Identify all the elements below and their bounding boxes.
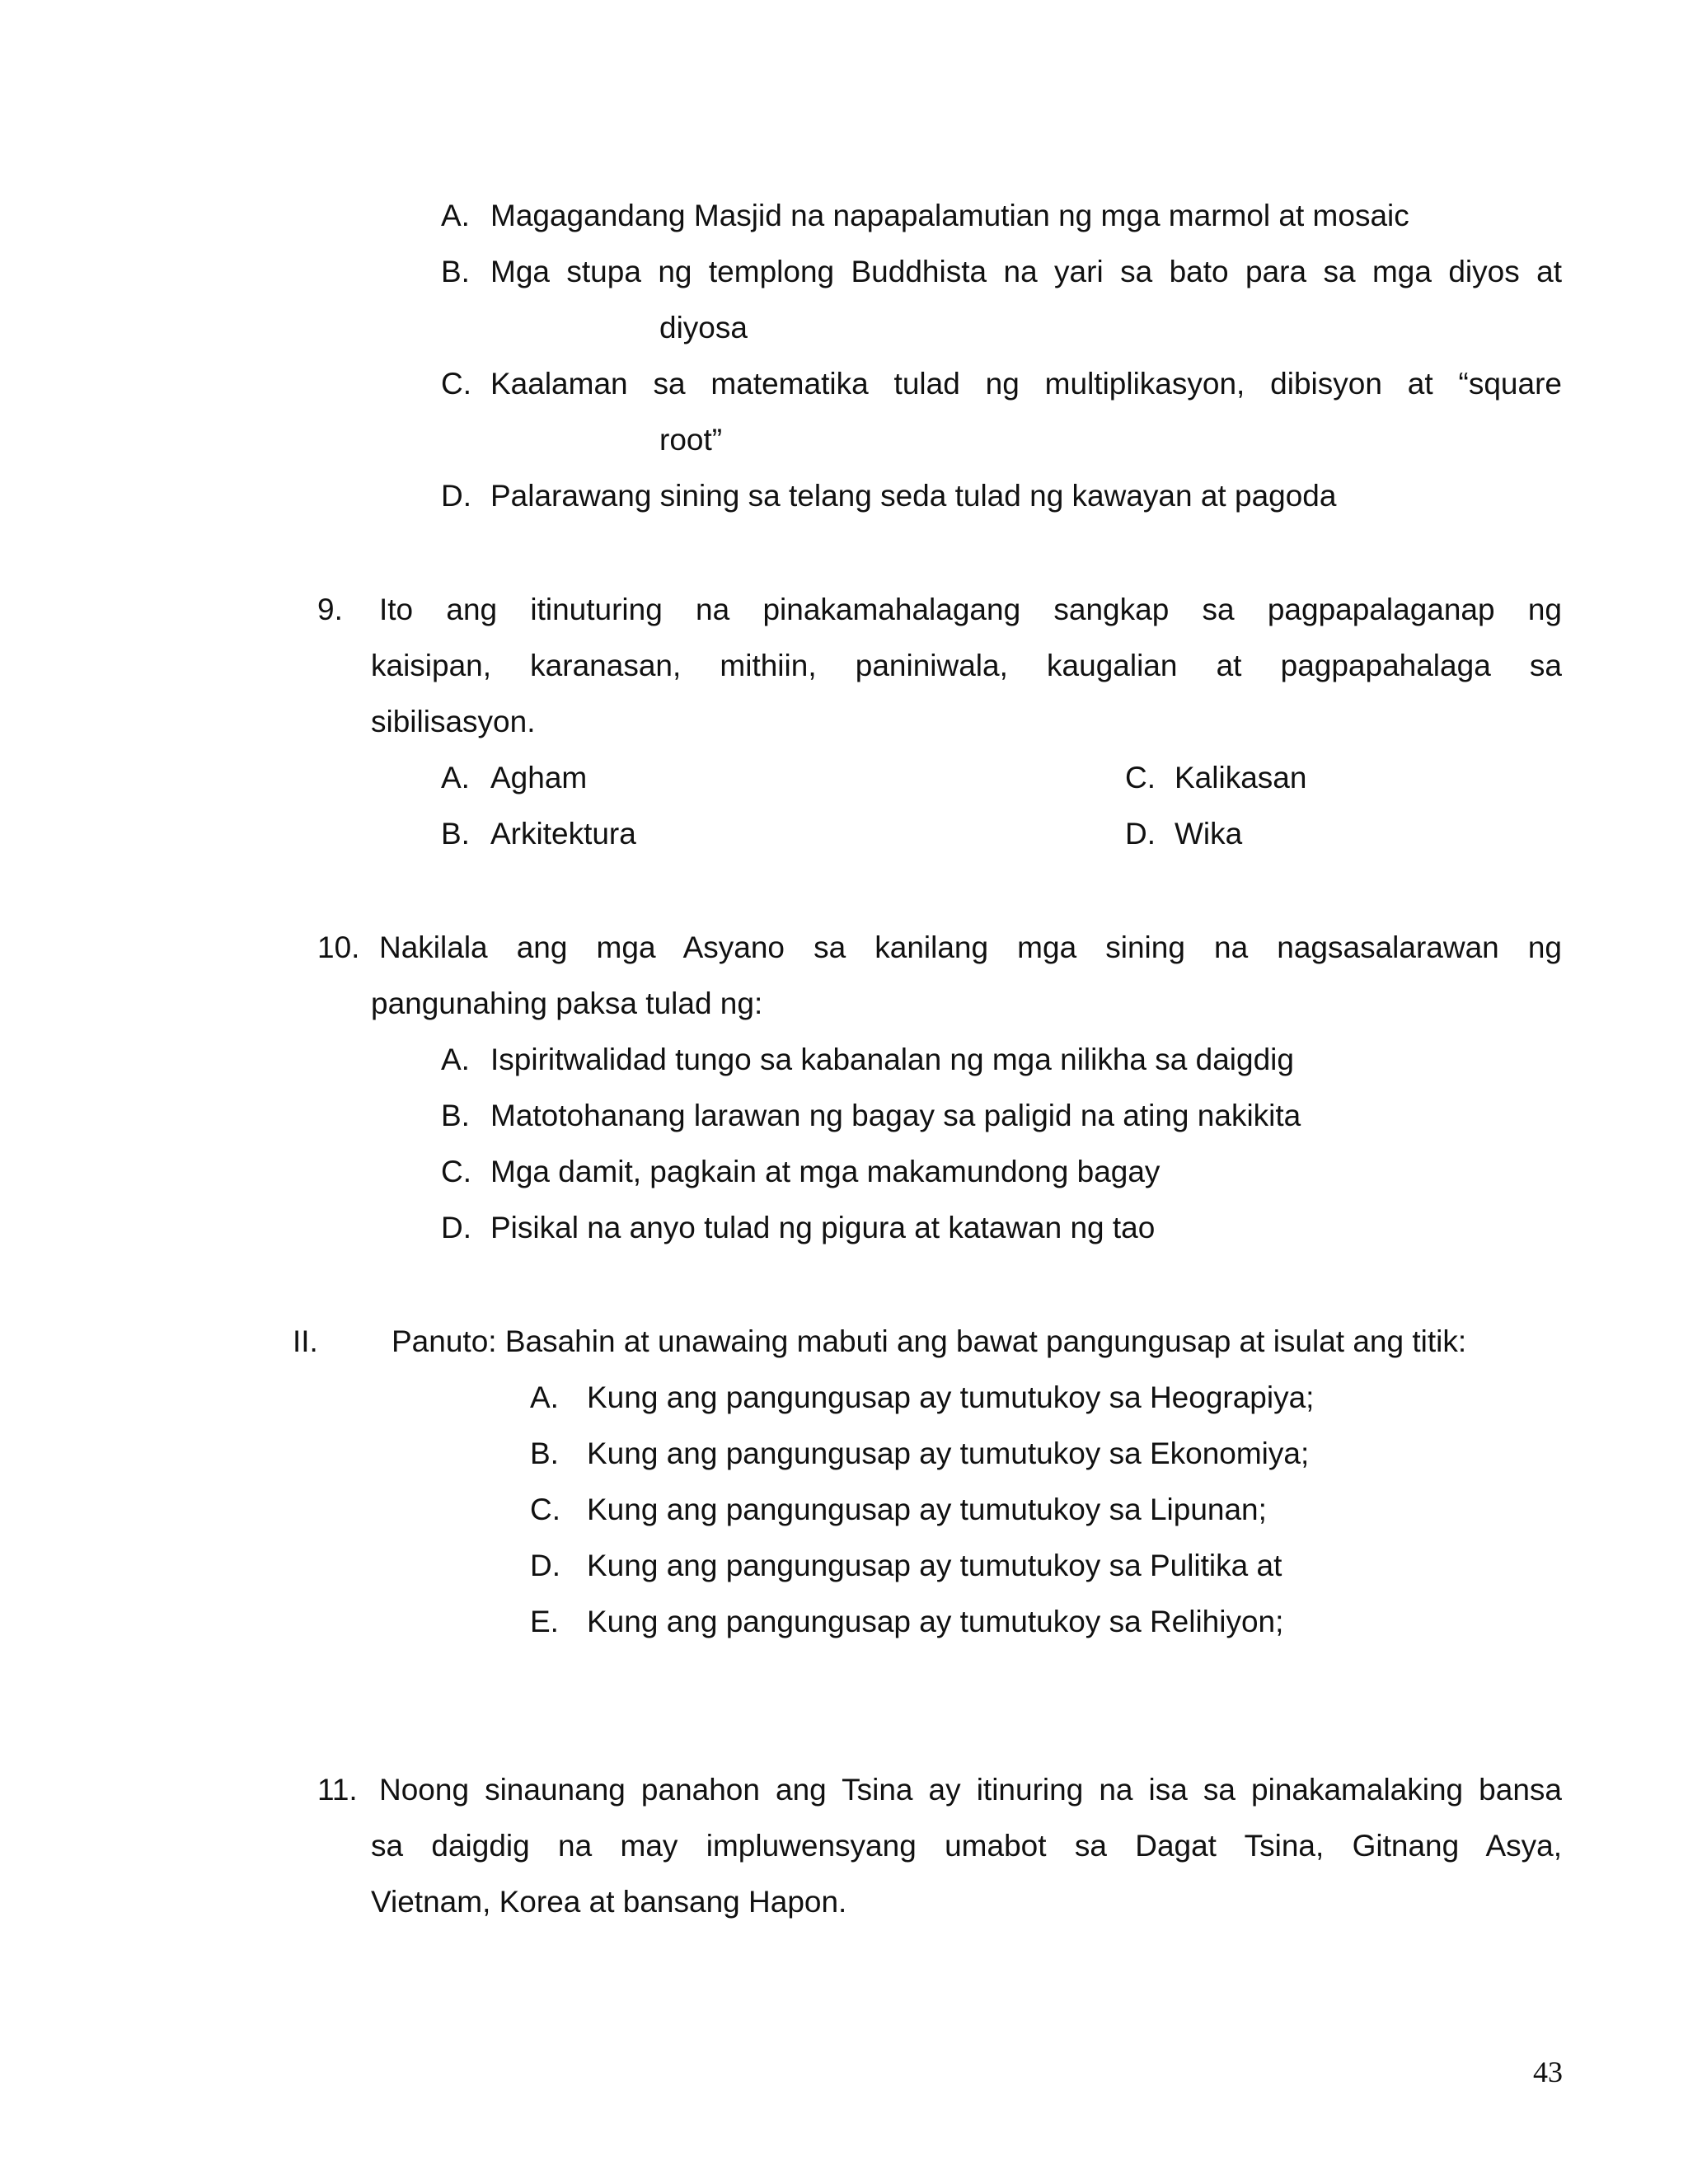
- option-letter: A.: [530, 1380, 559, 1414]
- option-letter: D.: [441, 1211, 471, 1244]
- option-text-continued: diyosa: [659, 311, 748, 344]
- option-text: Kung ang pangungusap ay tumutukoy sa Relihiyon;: [587, 1605, 1284, 1638]
- option-letter: A.: [441, 761, 470, 794]
- option-text-continued: root”: [659, 423, 723, 457]
- option-letter: B.: [441, 255, 470, 288]
- question-number: 11.: [317, 1773, 358, 1807]
- instruction-text: Panuto: Basahin at unawaing mabuti ang bawat pangungusap at isulat ang titik:: [392, 1324, 1467, 1358]
- option-text: Agham: [490, 761, 588, 794]
- question-text: pangunahing paksa tulad ng:: [371, 987, 763, 1020]
- option-letter: B.: [441, 1099, 470, 1132]
- option-text: Kung ang pangungusap ay tumutukoy sa Lipunan;: [587, 1493, 1267, 1526]
- option-letter: C.: [441, 1155, 471, 1188]
- option-letter: D.: [1125, 817, 1156, 851]
- option-text: Matotohanang larawan ng bagay sa paligid na ating nakikita: [490, 1099, 1301, 1132]
- option-text: Kung ang pangungusap ay tumutukoy sa Ekonomiya;: [587, 1436, 1310, 1470]
- option-text: Pisikal na anyo tulad ng pigura at katawan ng tao: [490, 1211, 1156, 1244]
- option-text: Kalikasan: [1175, 761, 1307, 794]
- page-number: 43: [1533, 2055, 1563, 2088]
- question-text: Vietnam, Korea at bansang Hapon.: [371, 1885, 847, 1919]
- question-text: Noong sinaunang panahon ang Tsina ay itinuring na isa sa pinakamalaking bansa: [379, 1773, 1562, 1807]
- option-letter: A.: [441, 1043, 470, 1076]
- option-text: Mga stupa ng templong Buddhista na yari sa bato para sa mga diyos at: [490, 255, 1562, 288]
- option-letter: C.: [1125, 761, 1156, 794]
- option-letter: C.: [530, 1493, 560, 1526]
- section-numeral: II.: [293, 1324, 318, 1358]
- option-text: Kaalaman sa matematika tulad ng multiplikasyon, dibisyon at “square: [490, 367, 1562, 401]
- option-text: Wika: [1175, 817, 1243, 851]
- question-text: sa daigdig na may impluwensyang umabot sa Dagat Tsina, Gitnang Asya,: [371, 1829, 1562, 1863]
- option-letter: B.: [441, 817, 470, 851]
- option-text: Ispiritwalidad tungo sa kabanalan ng mga nilikha sa daigdig: [490, 1043, 1294, 1076]
- option-letter: D.: [441, 479, 471, 513]
- option-text: Magagandang Masjid na napapalamutian ng mga marmol at mosaic: [490, 199, 1409, 232]
- question-text: Nakilala ang mga Asyano sa kanilang mga sining na nagsasalarawan ng: [379, 930, 1562, 964]
- option-letter: E.: [530, 1605, 559, 1638]
- option-letter: C.: [441, 367, 471, 401]
- question-number: 10.: [317, 930, 360, 964]
- option-text: Arkitektura: [490, 817, 636, 851]
- question-text: kaisipan, karanasan, mithiin, paniniwala, kaugalian at pagpapahalaga sa: [371, 649, 1562, 682]
- option-letter: A.: [441, 199, 470, 232]
- option-text: Kung ang pangungusap ay tumutukoy sa Heograpiya;: [587, 1380, 1315, 1414]
- option-text: Palarawang sining sa telang seda tulad ng kawayan at pagoda: [490, 479, 1337, 513]
- question-text: sibilisasyon.: [371, 705, 536, 738]
- option-letter: B.: [530, 1436, 559, 1470]
- option-letter: D.: [530, 1549, 560, 1582]
- option-text: Mga damit, pagkain at mga makamundong bagay: [490, 1155, 1160, 1188]
- question-number: 9.: [317, 593, 343, 626]
- question-text: Ito ang itinuturing na pinakamahalagang sangkap sa pagpapalaganap ng: [379, 593, 1562, 626]
- option-text: Kung ang pangungusap ay tumutukoy sa Pulitika at: [587, 1549, 1282, 1582]
